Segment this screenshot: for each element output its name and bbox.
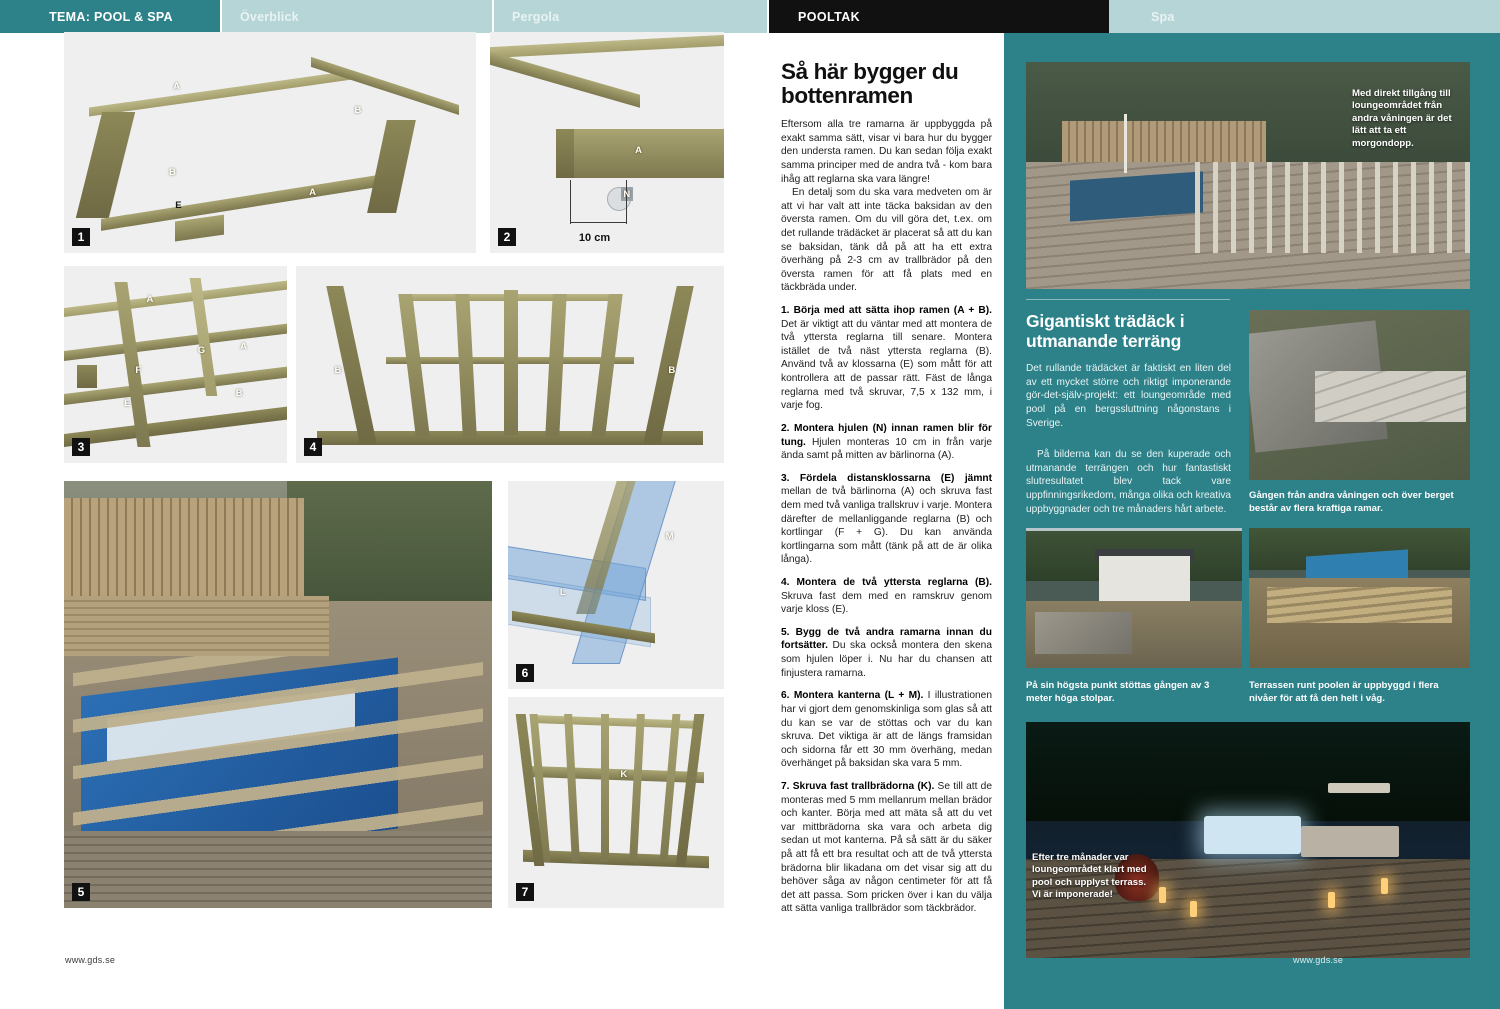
board-5 — [659, 714, 680, 862]
article-step-2 — [781, 422, 992, 463]
nav-tab-tema-label: TEMA: POOL & SPA — [49, 9, 173, 24]
figure-number-1: 1 — [72, 228, 90, 246]
photo-boulder — [1035, 612, 1132, 654]
dimension-tick-left — [570, 180, 571, 224]
frame-beam-left — [75, 112, 134, 218]
article-step-3 — [781, 472, 992, 567]
figure-label-b2: B — [169, 166, 176, 178]
figure-label-e: E — [175, 199, 182, 211]
nav-tab-spa-label: Spa — [1151, 9, 1175, 24]
figure-label-a2: A — [309, 186, 316, 198]
nav-tab-overblick-label: Överblick — [240, 9, 299, 24]
figure-number-6: 6 — [516, 664, 534, 682]
photo-bench — [64, 596, 329, 656]
right-panel-heading-line1: Gigantiskt trädäck i — [1026, 311, 1185, 331]
photo-railing — [1195, 162, 1470, 253]
article-intro-paragraph-2: En detalj som du ska vara medveten om är att vi har valt att inte täcka baksidan av den översta ramen. Om du vill göra det, t.ex. om det rullande trädäcket är placerat så att du kan se baksidan, tänk då på att ha ett extra överhäng på 2-3 cm av trallbrädor på den översta ramen för att få plats med en täckbräda under. — [781, 187, 992, 294]
step-5-lead: 5. Bygg de två andra ramarna innan du fortsätter. — [781, 626, 992, 652]
beam-end-cap — [556, 129, 575, 178]
photo-house-terrain — [1026, 528, 1242, 668]
nav-tab-pergola-label: Pergola — [512, 9, 560, 24]
article-step-5 — [781, 626, 992, 680]
figure-4-outer-joists — [296, 266, 724, 463]
nav-tab-tema[interactable] — [0, 0, 222, 33]
photo-timber-structure — [1267, 587, 1453, 623]
photo-umbrella-pole — [1124, 114, 1127, 173]
figure-5-photo-deck-pool — [64, 481, 492, 908]
figure-3-joists-blocks — [64, 266, 287, 463]
board-3 — [601, 714, 609, 862]
step-2-lead: 2. Montera hjulen (N) innan ramen blir för tung. — [781, 422, 992, 448]
joist-a-mid — [64, 322, 287, 362]
joist-front — [64, 405, 287, 448]
right-panel-body-2: På bilderna kan du se den kuperade och utmanande terrängen och hur fantastiskt slutresultatet blev tack vare uppfinningsrikedom, många olika och kreativa uppbyggnader och tre månaders hårt arbete. — [1026, 449, 1231, 515]
caption-terrace-levels: Terrassen runt poolen är uppbyggd i flera nivåer för att få den helt i våg. — [1249, 680, 1439, 704]
photo-deck-front — [64, 831, 492, 908]
photo-night-lounge — [1026, 722, 1470, 958]
right-panel-heading-line2: utmanande terräng — [1026, 330, 1182, 351]
step-7-lead: 7. Skruva fast trallbrädorna (K). — [781, 780, 935, 792]
divider-above-heading — [1026, 299, 1230, 300]
article-step-7 — [781, 780, 992, 916]
footer-url-left[interactable]: www.gds.se — [65, 955, 116, 965]
step-1-lead: 1. Börja med att sätta ihop ramen (A + B). — [781, 305, 992, 317]
dimension-line — [570, 222, 626, 223]
figure-number-5: 5 — [72, 883, 90, 901]
figure-number-4: 4 — [304, 438, 322, 456]
beam-far — [490, 34, 724, 58]
figure-label-a: A — [173, 80, 181, 92]
photo-parasol — [1328, 783, 1390, 792]
joist-1 — [399, 294, 430, 436]
figure-label-a: A — [635, 144, 642, 156]
article-title — [781, 60, 992, 108]
joist-b — [64, 365, 287, 406]
photo-trees — [287, 481, 492, 609]
article-step-4 — [781, 576, 992, 617]
photo-house-body — [1099, 556, 1190, 604]
nav-tab-pergola[interactable] — [494, 0, 769, 33]
article-step-6 — [781, 689, 992, 771]
nav-tab-overblick[interactable] — [222, 0, 494, 33]
step-2-body: Hjulen monteras 10 cm in från varje ända samt på mitten av bärlinorna (A). — [781, 436, 992, 462]
figure-number-2: 2 — [498, 228, 516, 246]
joist-a-top — [64, 279, 287, 318]
dimension-label-10cm: 10 cm — [578, 232, 611, 244]
figure-label-a: A — [146, 293, 154, 305]
figure-label-k: K — [620, 768, 628, 780]
figure-label-e: E — [124, 397, 131, 409]
photo-stone-walkway — [1249, 310, 1470, 480]
figure-2-wheel-detail — [490, 32, 724, 253]
joist-2 — [455, 294, 476, 436]
figure-label-b: B — [235, 388, 243, 400]
step-6-body: I illustrationen har vi gjort dem genomskinliga som glas så att du kan se var de stöttas och var du kan skruva. Det viktiga är att de längs framsidan och sidorna får ett 30 mm överhäng, medan överhänget på baksidan ska vara 5 mm. — [781, 690, 993, 770]
figure-number-3: 3 — [72, 438, 90, 456]
article-column — [781, 60, 992, 916]
board-4 — [629, 714, 645, 862]
photo-pool-construction — [1249, 528, 1470, 668]
article-title-line2: bottenramen — [781, 83, 913, 109]
dimension-tick-right — [626, 180, 627, 224]
joist-3 — [504, 290, 519, 436]
step-3-body: mellan de två bärlinorna (A) och skruva fast dem med två vanliga trallskruv i varje. Montera därefter de mellanliggande reglarna (B) och kortlingar (F + G). Du kan använda kortlingarna som mått (tänk på att de är olika långa). — [781, 486, 992, 566]
figure-label-f: F — [135, 364, 142, 376]
photo-wood-wall — [1062, 121, 1266, 166]
right-panel-heading — [1026, 312, 1234, 351]
figure-label-l: L — [559, 587, 566, 599]
figure-number-7: 7 — [516, 883, 534, 901]
figure-label-b-right: B — [668, 364, 676, 376]
caption-after-three-months: Efter tre månader var loungeområdet klart med pool och upplyst terrass. Vi är imponerade! — [1032, 852, 1147, 901]
step-3-lead: 3. Fördela distansklossarna (E) jämnt — [781, 472, 992, 484]
article-intro-paragraph-1: Eftersom alla tre ramarna är uppbyggda på exakt samma sätt, visar vi bara hur du bygger den understa ramen. Du kan sedan följa exakt samma principer med de andra två - kom bara ihåg att reglarna ska vara längre! — [781, 119, 992, 185]
frame-block-e — [175, 214, 224, 241]
step-5-body: Du ska också montera den skena som hjulen löper i. Nu har du chansen att finjustera ramarna. — [781, 640, 992, 679]
frame-beam-inner-right — [367, 120, 416, 213]
step-4-lead: 4. Montera de två yttersta reglarna (B). — [781, 577, 992, 589]
photo-spa-pool — [1204, 816, 1302, 854]
article-title-line1: Så här bygger du — [781, 59, 959, 84]
frame-beam-bottom — [101, 173, 389, 231]
caption-highest-point: På sin högsta punkt stöttas gången av 3 meter höga stolpar. — [1026, 680, 1210, 704]
photo-dark-trees — [1026, 722, 1470, 821]
photo-lantern-4 — [1381, 878, 1388, 894]
nav-tab-pooltak-label: POOLTAK — [798, 9, 861, 24]
step-4-body: Skruva fast dem med en ramskruv genom varje kloss (E). — [781, 590, 992, 616]
caption-stone-walkway: Gången från andra våningen och över berget består av flera kraftiga ramar. — [1249, 490, 1454, 514]
frame-beam-right — [311, 57, 459, 115]
nav-tab-spa[interactable] — [1109, 0, 1500, 33]
footer-url-right[interactable]: www.gds.se — [1293, 955, 1344, 965]
section-nav-bar — [0, 0, 1500, 33]
frame-beam-top — [89, 71, 353, 117]
figure-1-base-frame — [64, 32, 476, 253]
right-panel-body-1: Det rullande trädäcket är faktiskt en liten del av ett mycket större och riktigt imponerande gör-det-själv-projekt: ett loungeområde med pool på en bergssluttning någonstans i Sverige. — [1026, 363, 1231, 429]
figure-label-a2: A — [240, 340, 248, 352]
step-7-body: Se till att de monteras med 5 mm mellanrum mellan brädor och kanter. Börja med att mäta så att du vet var mittbrädorna ska vara och arbeta dig sedan ut mot kanterna. På så sätt är du säker på att få ett bra resultat och att de två yttersta brädorna blir likadana om det visar sig att du behöver såga av någon centimeter för att få det att passa. Som pricken över i kan du välja att sätta vanliga trallbrädor som täckbrädor. — [781, 780, 992, 915]
article-step-1 — [781, 304, 992, 413]
board-edge-right — [676, 714, 704, 866]
nav-tab-pooltak[interactable] — [769, 0, 1109, 33]
board-k-middle — [527, 766, 704, 783]
figure-7-decking-boards — [508, 697, 724, 908]
photo-stone-slabs — [1315, 371, 1465, 422]
figure-label-n: N — [623, 188, 631, 200]
caption-lounge-access: Med direkt tillgång till loungeområdet från andra våningen är det lätt att ta ett morgondopp. — [1352, 88, 1452, 149]
photo-lounge-sofa — [1301, 826, 1399, 857]
block-e — [77, 365, 97, 389]
figure-6-edges-glass — [508, 481, 724, 689]
beam-side — [490, 49, 640, 108]
photo-lantern-2 — [1190, 901, 1197, 917]
photo-lantern-3 — [1328, 892, 1335, 908]
photo-lantern-1 — [1159, 887, 1166, 903]
joist-5 — [591, 294, 622, 436]
figure-label-g: G — [197, 344, 206, 356]
photo-pool-water — [1070, 171, 1203, 221]
figure-label-m: M — [665, 530, 674, 542]
step-6-lead: 6. Montera kanterna (L + M). — [781, 690, 924, 702]
board-2 — [565, 714, 581, 862]
joist-4 — [545, 294, 566, 436]
figure-label-b-left: B — [334, 364, 342, 376]
step-1-body: Det är viktigt att du väntar med att montera de två yttersta reglarna till senare. Montera istället de två näst yttersta reglarna (B). Använd två av klossarna (E) som mått för att kontrollera att de passar rätt. Fäst de långa reglarna med två skruvar, 7,5 x 132 mm, i varje fog. — [781, 318, 992, 412]
figure-label-b: B — [354, 104, 362, 116]
